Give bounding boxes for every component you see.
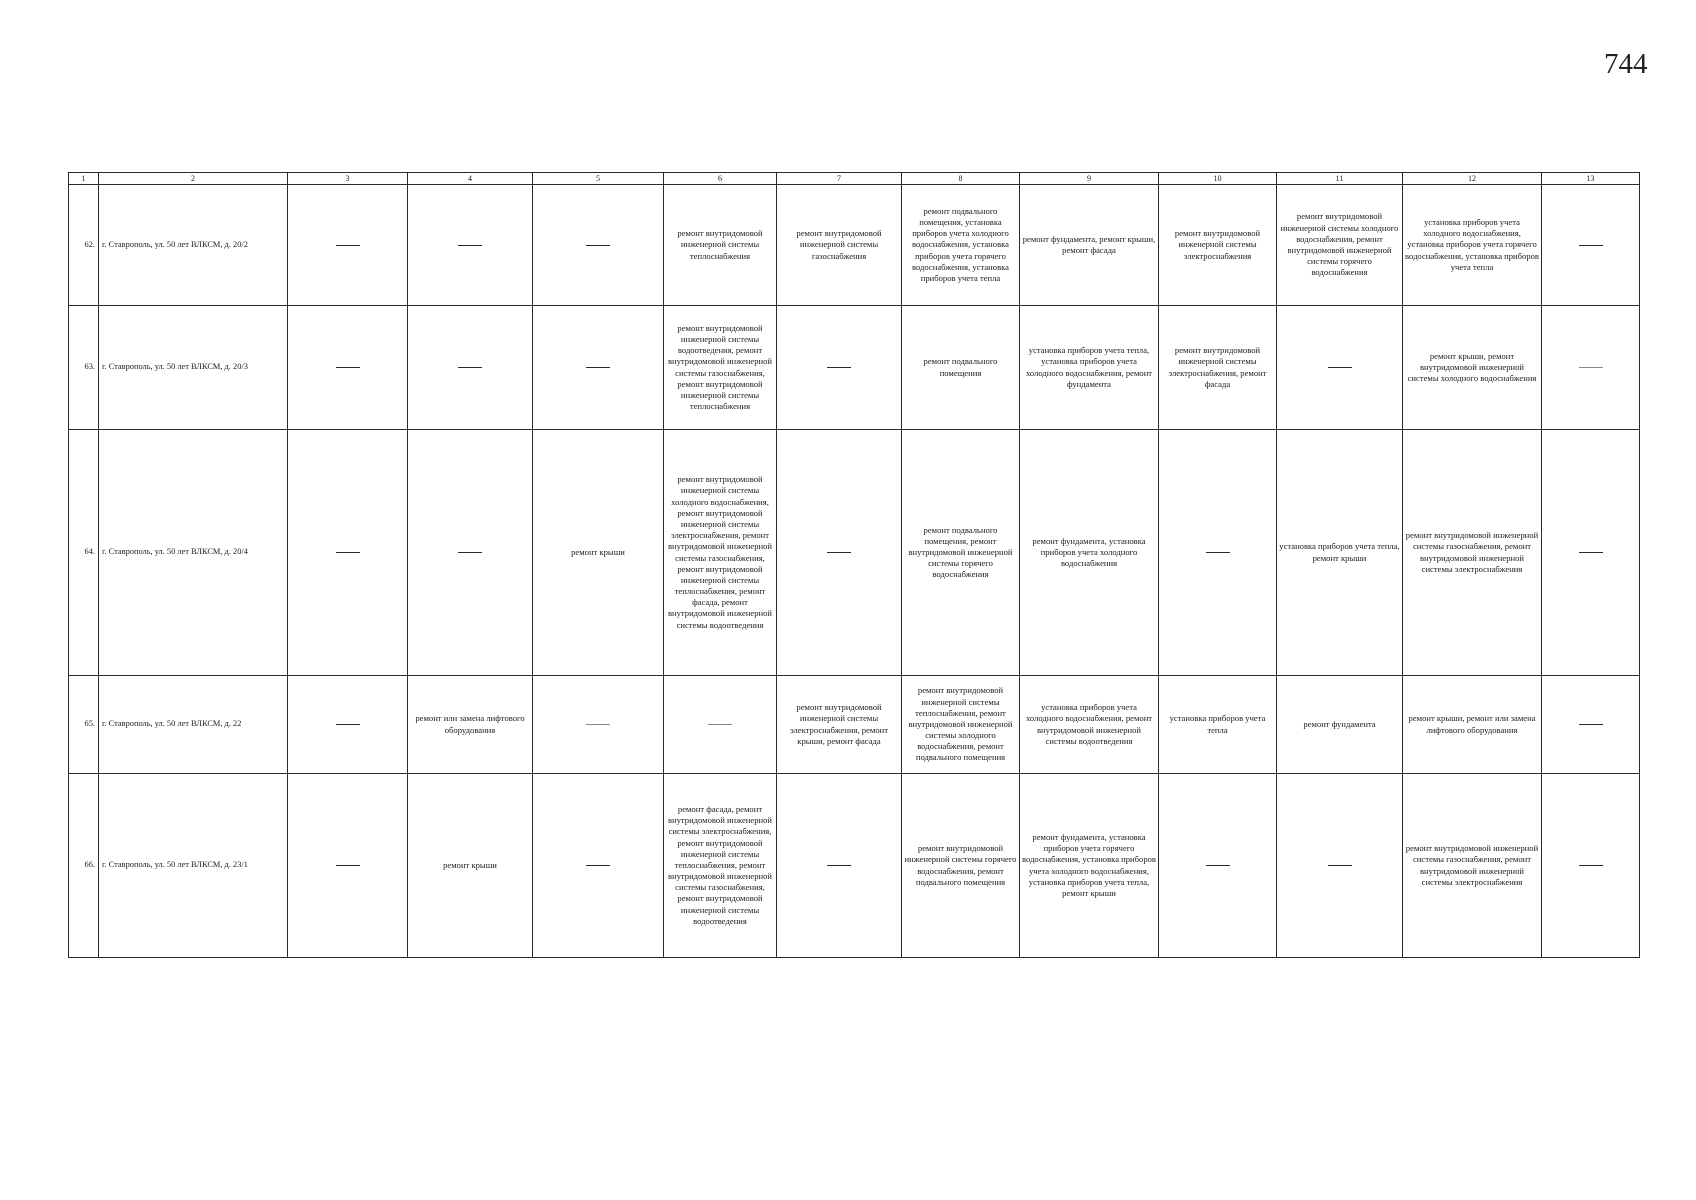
work-cell: ремонт фасада, ремонт внутридомовой инженерной системы электроснабжения, ремонт внутридомовой инженерной системы теплоснабжения, ремонт внутридомовой инженерной системы газоснабжения, ремонт внутридомовой инженерной системы водоотведения bbox=[664, 774, 777, 958]
dash-mark bbox=[1328, 865, 1352, 866]
address-cell: г. Ставрополь, ул. 50 лет ВЛКСМ, д. 20/3 bbox=[99, 306, 288, 430]
dash-mark bbox=[586, 724, 610, 725]
work-cell: ремонт внутридомовой инженерной системы теплоснабжения bbox=[664, 185, 777, 306]
work-cell: установка приборов учета холодного водоснабжения, установка приборов учета горячего водоснабжения, установка приборов учета тепла bbox=[1403, 185, 1542, 306]
row-number: 62. bbox=[69, 185, 99, 306]
empty-cell bbox=[1542, 676, 1640, 774]
work-cell: установка приборов учета тепла bbox=[1159, 676, 1277, 774]
empty-cell bbox=[777, 430, 902, 676]
dash-mark bbox=[827, 552, 851, 553]
work-cell: ремонт фундамента, ремонт крыши, ремонт фасада bbox=[1020, 185, 1159, 306]
empty-cell bbox=[533, 676, 664, 774]
column-number: 10 bbox=[1159, 173, 1277, 185]
empty-cell bbox=[533, 774, 664, 958]
row-number: 66. bbox=[69, 774, 99, 958]
dash-mark bbox=[708, 724, 732, 725]
row-number: 64. bbox=[69, 430, 99, 676]
address-cell: г. Ставрополь, ул. 50 лет ВЛКСМ, д. 20/2 bbox=[99, 185, 288, 306]
dash-mark bbox=[1206, 865, 1230, 866]
column-number: 11 bbox=[1277, 173, 1403, 185]
repair-schedule-table bbox=[68, 172, 1640, 958]
work-cell: ремонт крыши bbox=[408, 774, 533, 958]
empty-cell bbox=[533, 306, 664, 430]
work-cell: ремонт внутридомовой инженерной системы газоснабжения, ремонт внутридомовой инженерной системы электроснабжения bbox=[1403, 430, 1542, 676]
empty-cell bbox=[777, 774, 902, 958]
work-cell: ремонт внутридомовой инженерной системы водоотведения, ремонт внутридомовой инженерной системы газоснабжения, ремонт внутридомовой инженерной системы теплоснабжения bbox=[664, 306, 777, 430]
empty-cell bbox=[1542, 774, 1640, 958]
column-number: 4 bbox=[408, 173, 533, 185]
empty-cell bbox=[288, 185, 408, 306]
empty-cell bbox=[408, 185, 533, 306]
table-row bbox=[69, 306, 1640, 430]
dash-mark bbox=[1579, 245, 1603, 246]
empty-cell bbox=[1277, 774, 1403, 958]
table-row bbox=[69, 676, 1640, 774]
work-cell: ремонт крыши, ремонт внутридомовой инженерной системы холодного водоснабжения bbox=[1403, 306, 1542, 430]
work-cell: ремонт внутридомовой инженерной системы электроснабжения bbox=[1159, 185, 1277, 306]
dash-mark bbox=[336, 245, 360, 246]
work-cell: ремонт внутридомовой инженерной системы электроснабжения, ремонт крыши, ремонт фасада bbox=[777, 676, 902, 774]
empty-cell bbox=[664, 676, 777, 774]
column-number: 6 bbox=[664, 173, 777, 185]
column-number: 5 bbox=[533, 173, 664, 185]
work-cell: ремонт фундамента, установка приборов учета горячего водоснабжения, установка приборов учета холодного водоснабжения, установка приборов учета тепла, ремонт крыши bbox=[1020, 774, 1159, 958]
dash-mark bbox=[458, 552, 482, 553]
work-cell: установка приборов учета тепла, установка приборов учета холодного водоснабжения, ремонт фундамента bbox=[1020, 306, 1159, 430]
column-number: 3 bbox=[288, 173, 408, 185]
empty-cell bbox=[1542, 306, 1640, 430]
column-number: 1 bbox=[69, 173, 99, 185]
address-cell: г. Ставрополь, ул. 50 лет ВЛКСМ, д. 20/4 bbox=[99, 430, 288, 676]
work-cell: ремонт фундамента bbox=[1277, 676, 1403, 774]
work-cell: ремонт фундамента, установка приборов учета холодного водоснабжения bbox=[1020, 430, 1159, 676]
dash-mark bbox=[586, 865, 610, 866]
dash-mark bbox=[1579, 724, 1603, 725]
dash-mark bbox=[336, 724, 360, 725]
work-cell: ремонт крыши, ремонт или замена лифтового оборудования bbox=[1403, 676, 1542, 774]
work-cell: установка приборов учета тепла, ремонт крыши bbox=[1277, 430, 1403, 676]
work-cell: ремонт внутридомовой инженерной системы холодного водоснабжения, ремонт внутридомовой инженерной системы электроснабжения, ремонт внутридомовой инженерной системы газоснабжения, ремонт внутридомовой инженерной системы теплоснабжения, ремонт фасада, ремонт внутридомовой инженерной системы водоотведения bbox=[664, 430, 777, 676]
work-cell: ремонт внутридомовой инженерной системы газоснабжения, ремонт внутридомовой инженерной системы электроснабжения bbox=[1403, 774, 1542, 958]
empty-cell bbox=[288, 430, 408, 676]
empty-cell bbox=[288, 774, 408, 958]
work-cell: ремонт внутридомовой инженерной системы горячего водоснабжения, ремонт подвального помещения bbox=[902, 774, 1020, 958]
dash-mark bbox=[586, 367, 610, 368]
empty-cell bbox=[288, 306, 408, 430]
work-cell: ремонт подвального помещения bbox=[902, 306, 1020, 430]
column-number: 12 bbox=[1403, 173, 1542, 185]
work-cell: ремонт внутридомовой инженерной системы теплоснабжения, ремонт внутридомовой инженерной системы холодного водоснабжения, ремонт подвального помещения bbox=[902, 676, 1020, 774]
dash-mark bbox=[336, 865, 360, 866]
address-cell: г. Ставрополь, ул. 50 лет ВЛКСМ, д. 22 bbox=[99, 676, 288, 774]
address-cell: г. Ставрополь, ул. 50 лет ВЛКСМ, д. 23/1 bbox=[99, 774, 288, 958]
dash-mark bbox=[458, 367, 482, 368]
dash-mark bbox=[586, 245, 610, 246]
work-cell: установка приборов учета холодного водоснабжения, ремонт внутридомовой инженерной системы водоотведения bbox=[1020, 676, 1159, 774]
work-cell: ремонт внутридомовой инженерной системы холодного водоснабжения, ремонт внутридомовой инженерной системы горячего водоснабжения bbox=[1277, 185, 1403, 306]
empty-cell bbox=[1542, 185, 1640, 306]
dash-mark bbox=[1579, 367, 1603, 368]
dash-mark bbox=[1579, 865, 1603, 866]
column-number-row bbox=[69, 173, 1640, 185]
work-cell: ремонт подвального помещения, установка приборов учета холодного водоснабжения, установка приборов учета горячего водоснабжения, установка приборов учета тепла bbox=[902, 185, 1020, 306]
row-number: 63. bbox=[69, 306, 99, 430]
empty-cell bbox=[777, 306, 902, 430]
empty-cell bbox=[1542, 430, 1640, 676]
column-number: 7 bbox=[777, 173, 902, 185]
column-number: 2 bbox=[99, 173, 288, 185]
dash-mark bbox=[336, 552, 360, 553]
table-row bbox=[69, 430, 1640, 676]
work-cell: ремонт внутридомовой инженерной системы газоснабжения bbox=[777, 185, 902, 306]
empty-cell bbox=[288, 676, 408, 774]
empty-cell bbox=[533, 185, 664, 306]
empty-cell bbox=[1277, 306, 1403, 430]
empty-cell bbox=[408, 430, 533, 676]
empty-cell bbox=[1159, 430, 1277, 676]
column-number: 8 bbox=[902, 173, 1020, 185]
work-cell: ремонт крыши bbox=[533, 430, 664, 676]
table-row bbox=[69, 774, 1640, 958]
work-cell: ремонт или замена лифтового оборудования bbox=[408, 676, 533, 774]
empty-cell bbox=[408, 306, 533, 430]
dash-mark bbox=[827, 865, 851, 866]
row-number: 65. bbox=[69, 676, 99, 774]
dash-mark bbox=[1328, 367, 1352, 368]
dash-mark bbox=[458, 245, 482, 246]
column-number: 13 bbox=[1542, 173, 1640, 185]
empty-cell bbox=[1159, 774, 1277, 958]
work-cell: ремонт подвального помещения, ремонт внутридомовой инженерной системы горячего водоснабжения bbox=[902, 430, 1020, 676]
page-number: 744 bbox=[1604, 48, 1648, 80]
dash-mark bbox=[1579, 552, 1603, 553]
dash-mark bbox=[827, 367, 851, 368]
table-row bbox=[69, 185, 1640, 306]
work-cell: ремонт внутридомовой инженерной системы электроснабжения, ремонт фасада bbox=[1159, 306, 1277, 430]
column-number: 9 bbox=[1020, 173, 1159, 185]
dash-mark bbox=[336, 367, 360, 368]
dash-mark bbox=[1206, 552, 1230, 553]
